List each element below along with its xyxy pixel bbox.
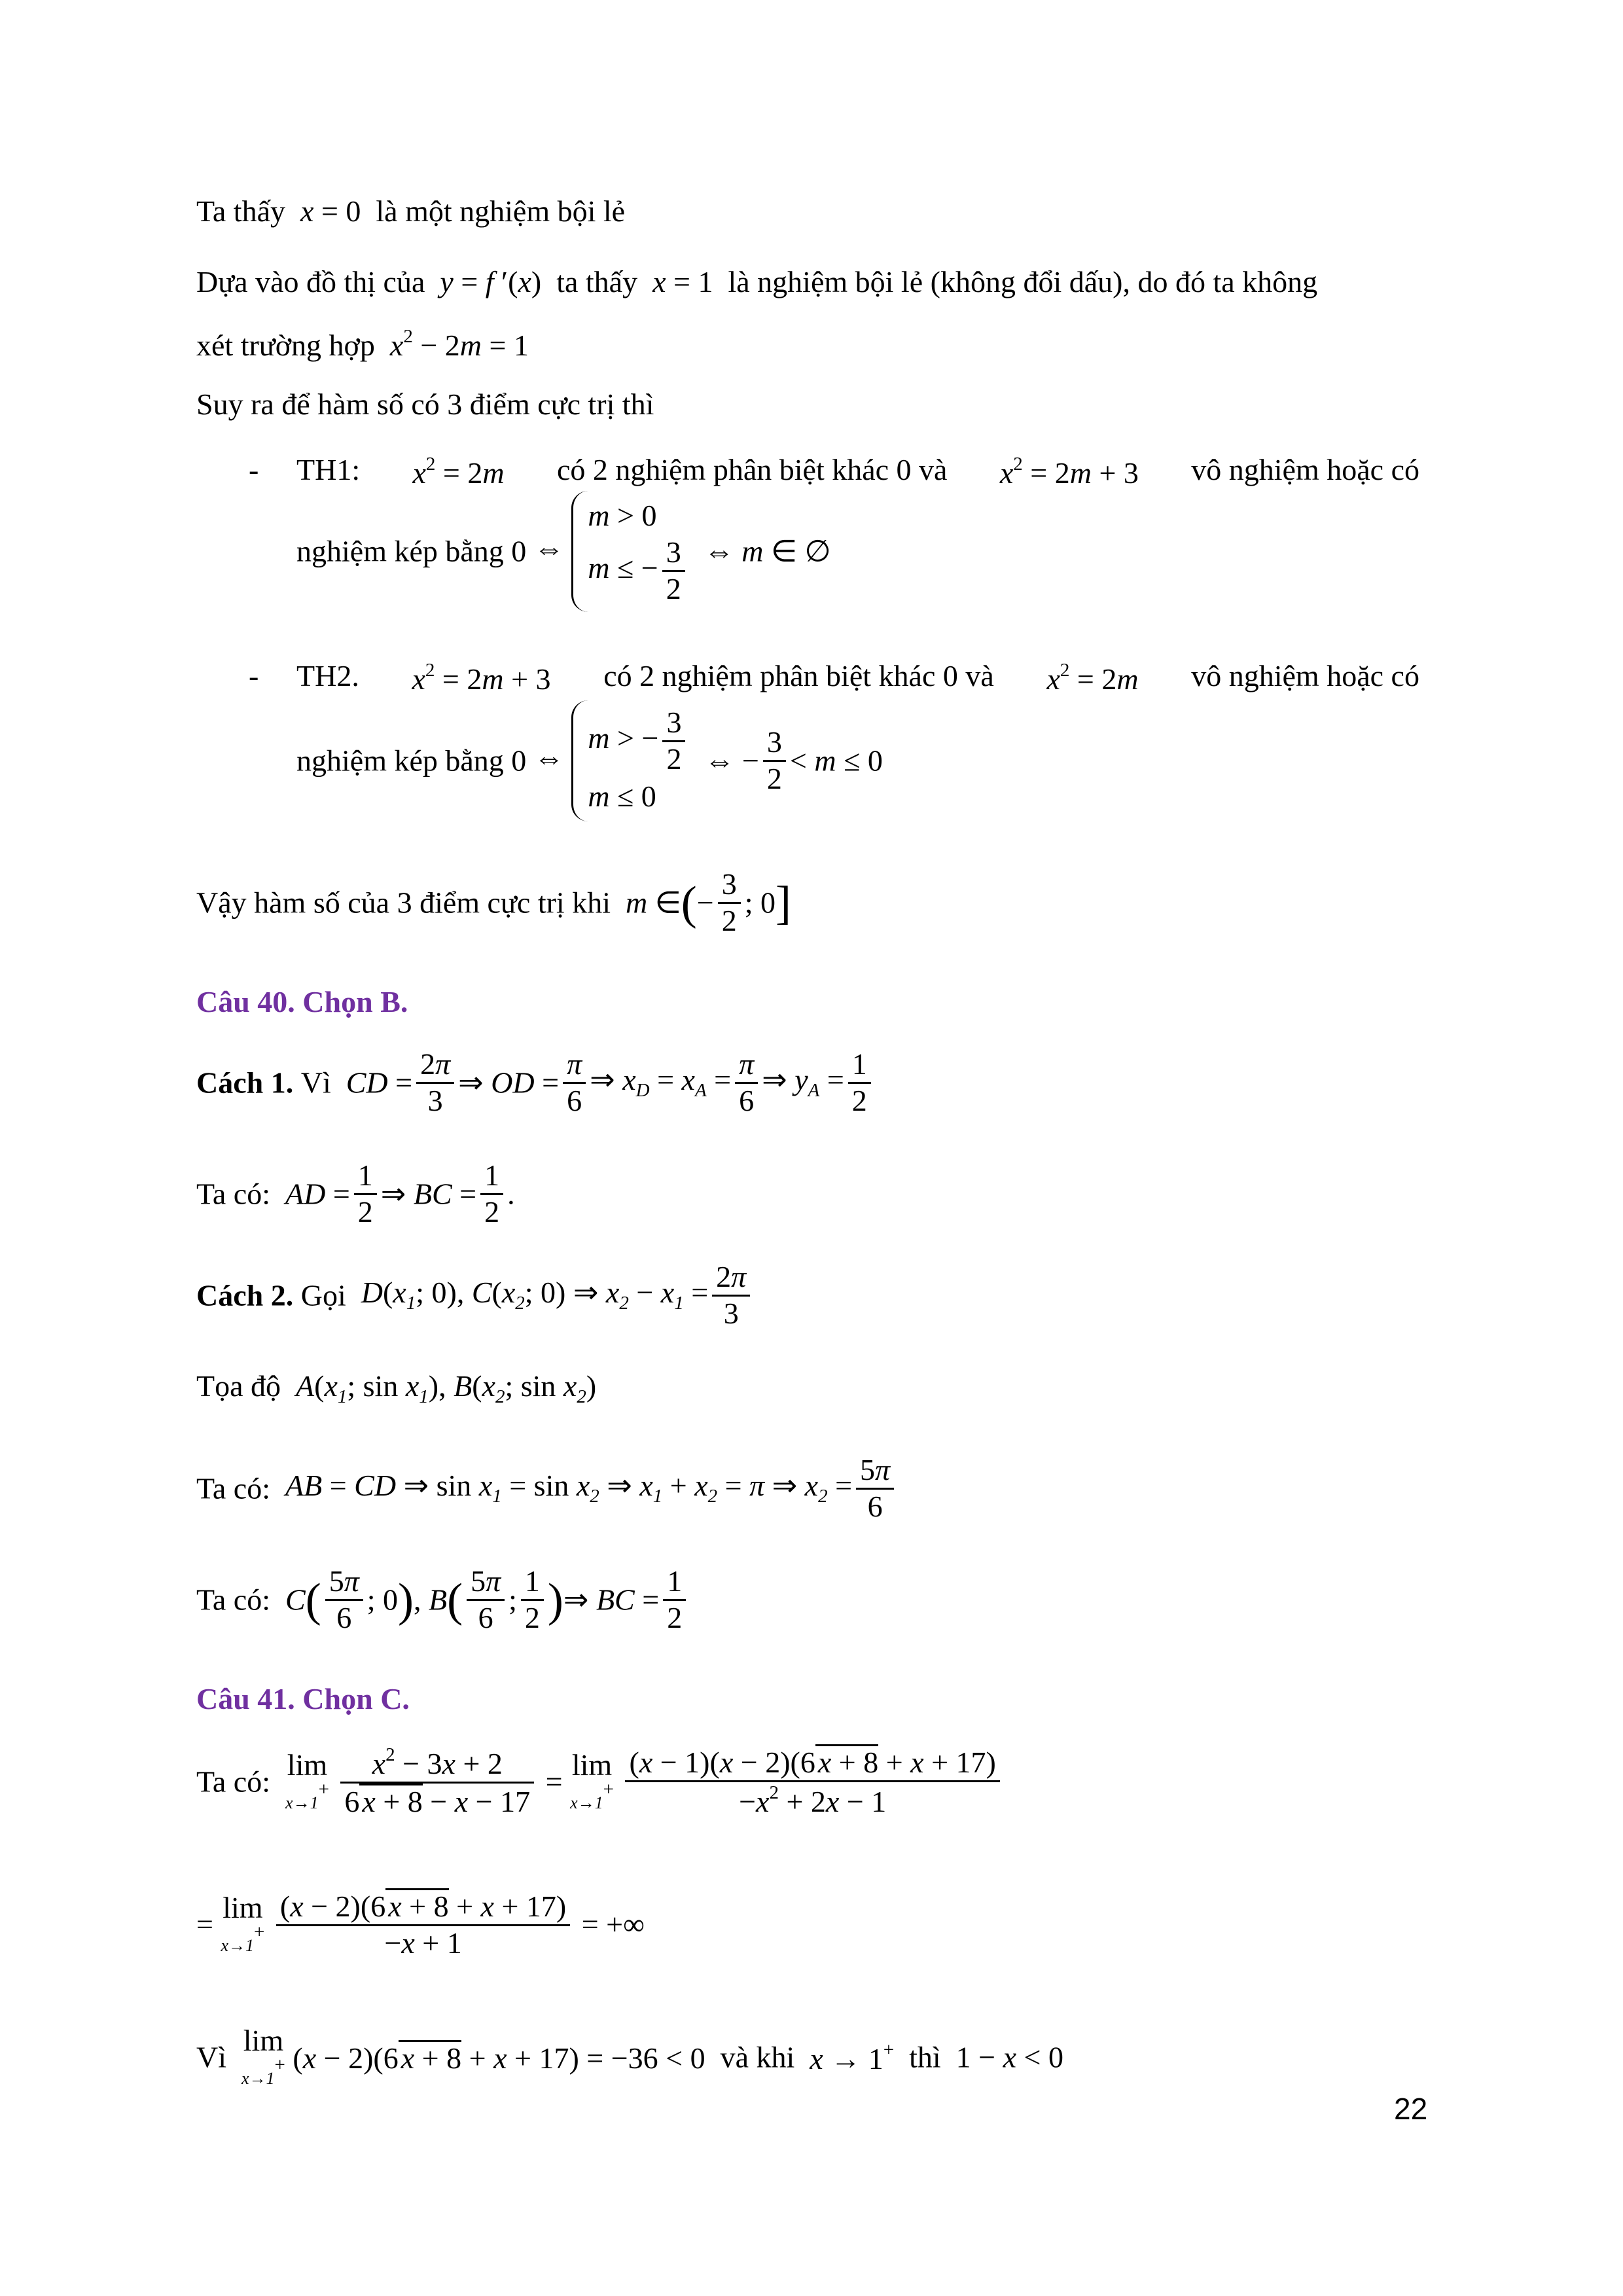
equation-system: m > − $\frac{3}{2}$ m ≤ 0 [571, 700, 689, 821]
method-2-line: Cách 2. Gọi $D(x_1$; 0), $C(x_2$; 0) ⇒ $x_2 - x_1$ = $\frac{2\pi}{3}$ [196, 1260, 754, 1331]
text-line: xét trường hợp $x^2 - 2m = 1$ [196, 326, 529, 362]
th2-line: TH2. $x^2 = 2m + 3$ có 2 nghiệm phân biệt khác 0 và $x^2 = 2m$ vô nghiệm hoặc có [296, 659, 1419, 696]
page-number: 22 [1394, 2092, 1428, 2126]
equation-system: m > 0 m ≤ − $\frac{3}{2}$ [571, 491, 688, 612]
method-1-line: Cách 1. Vì CD = $\frac{2\pi}{3}$ ⇒ OD = $\frac{\pi}{6}$ ⇒ $x_D = x_A$ = $\frac{\pi}{6}$ ⇒ $y_A$ = $\frac{1}{2}$ [196, 1047, 875, 1119]
th2-system: nghiệm kép bằng 0 ⇔ m > − $\frac{3}{2}$ m ≤ 0 ⇔ − $\frac{3}{2}$ < m ≤ 0 [296, 700, 883, 821]
question-41-title: Câu 41. Chọn C. [196, 1682, 410, 1715]
method-2-eq: Ta có: AB = CD ⇒ $\sin x_1 = \sin x_2$ ⇒ $x_1 + x_2 = \pi$ ⇒ $x_2$ = $\frac{5\pi}{6}$ [196, 1453, 898, 1524]
dash-bullet: - [249, 659, 259, 692]
th1-line: TH1: $x^2 = 2m$ có 2 nghiệm phân biệt khác 0 và $x^2 = 2m + 3$ vô nghiệm hoặc có [296, 453, 1419, 490]
question-40-title: Câu 40. Chọn B. [196, 985, 408, 1018]
limit-line-3: Vì lim x→1+ (x − 2)(6x + 8 + x + 17) = −36 < 0 và khi x → 1+ thì 1 − x < 0 [196, 2024, 1063, 2088]
text-line: Suy ra để hàm số có 3 điểm cực trị thì [196, 387, 654, 421]
limit-line-1: Ta có: lim x→1+ $\frac{x^2 - 3x + 2}{6x + 8 - x - 17}$ = lim x→1+ $\frac{(x - 1)(x - 2)(6x + 8 + x + 17)}{-x^2 + 2x - 1}$ [196, 1744, 1004, 1820]
text-line: Ta thấy x = 0 là một nghiệm bội lẻ [196, 194, 626, 228]
conclusion-line: Vậy hàm số của 3 điểm cực trị khi m ∈(− $\frac{3}{2}$ ; 0] [196, 867, 791, 937]
dash-bullet: - [249, 453, 259, 486]
text-line: Dựa vào đồ thị của y = f ′(x) ta thấy x = 1 là nghiệm bội lẻ (không đổi dấu), do đó ta không [196, 265, 1318, 298]
method-2-result: Ta có: C( $\frac{5\pi}{6}$ ; 0), B( $\frac{5\pi}{6}$ ; $\frac{1}{2}$ )⇒ BC = $\frac{1}{2}$ [196, 1564, 690, 1636]
method-1-result: Ta có: AD = $\frac{1}{2}$ ⇒ BC = $\frac{1}{2}$ . [196, 1158, 515, 1229]
th1-system: nghiệm kép bằng 0 ⇔ m > 0 m ≤ − $\frac{3}{2}$ ⇔ m ∈ ∅ [296, 491, 831, 612]
coordinates-line: Tọa độ $A(x_1$; $\sin x_1$), $B(x_2$; $\sin x_2$) [196, 1369, 597, 1407]
limit-line-2: = lim x→1+ $\frac{(x - 2)(6x + 8 + x + 17)}{-x + 1}$ = +∞ [196, 1890, 645, 1960]
